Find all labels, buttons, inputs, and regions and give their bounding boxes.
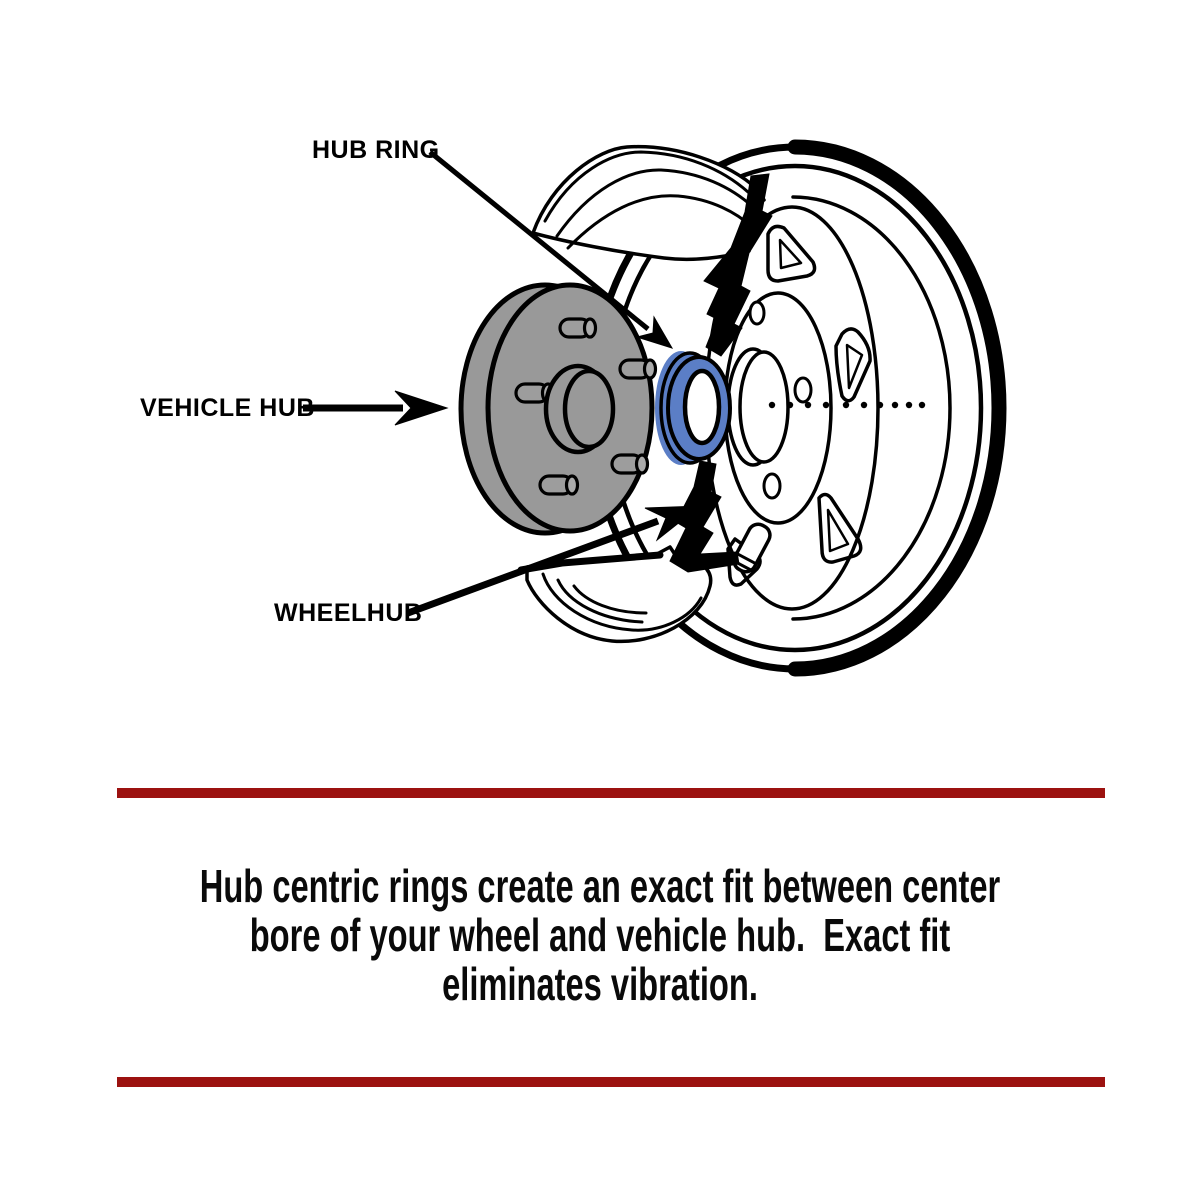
- vehicle-hub-drawing: [461, 285, 656, 533]
- divider-top: [117, 788, 1105, 798]
- hub-ring-label: HUB RING: [312, 136, 440, 164]
- vehicle-hub-label: VEHICLE HUB: [140, 394, 315, 422]
- caption-line-2: bore of your wheel and vehicle hub. Exact fit: [249, 909, 951, 961]
- hub-ring-drawing: [655, 351, 730, 465]
- caption-line-1: Hub centric rings create an exact fit between center: [199, 860, 1001, 912]
- caption-line-3: eliminates vibration.: [442, 958, 758, 1010]
- divider-bottom: [117, 1077, 1105, 1087]
- caption-text: [174, 862, 1026, 1009]
- vehicle-hub-arrow: [303, 391, 447, 425]
- wheelhub-label: WHEELHUB: [274, 599, 423, 627]
